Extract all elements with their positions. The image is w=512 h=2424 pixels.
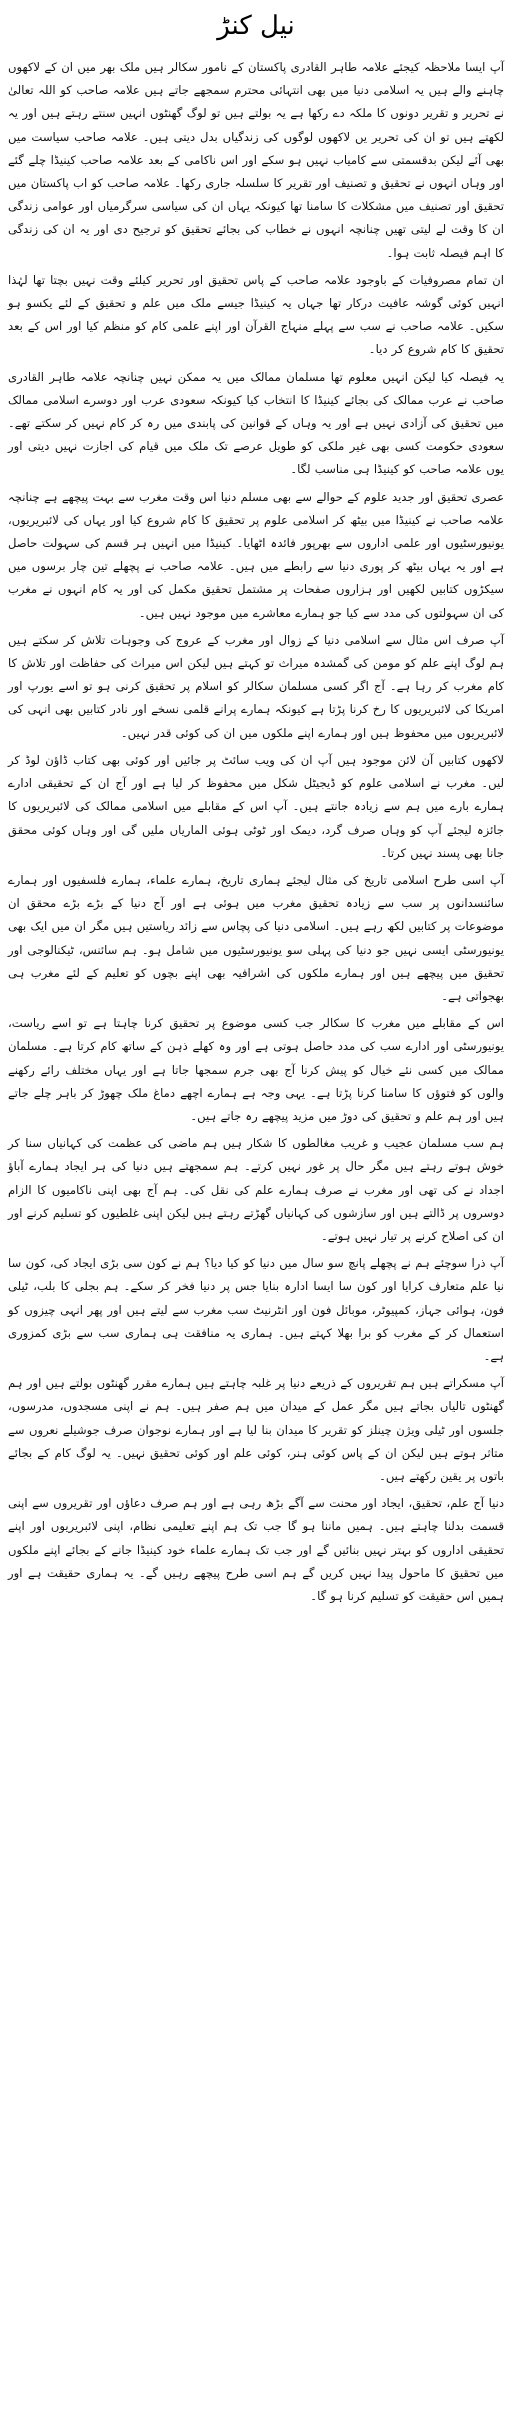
column-body	[8, 56, 504, 1608]
paragraph: آپ ایسا ملاحظہ کیجئے علامہ طاہر القادری پاکستان کے نامور سکالر ہیں ملک بھر میں ان کے لاکھوں چاہنے والے ہیں یہ اسلامی دنیا میں بھی انتہائی محترم سمجھے جاتے ہیں علامہ صاحب کو اللہ تعالیٰ نے تحریر و تقریر دونوں کا ملکہ دے رکھا ہے یہ بولتے ہیں تو لوگ گھنٹوں انہیں سنتے رہتے ہیں اور یہ لکھتے ہیں تو ان کی تحریر یں لاکھوں لوگوں کی زندگیاں بدل دیتی ہیں۔ علامہ صاحب سیاست میں بھی آئے لیکن بدقسمتی سے کامیاب نہیں ہو سکے اور اس ناکامی کے بعد علامہ صاحب کینیڈا چلے گئے اور وہاں انہوں نے تحقیق و تصنیف اور تقریر کا سلسلہ جاری رکھا۔ علامہ صاحب کو اب پاکستان میں تحقیق اور تصنیف میں مشکلات کا سامنا تھا کیونکہ یہاں ان کی سیاسی سرگرمیاں اور عوامی زندگی ان کا وقت لے لیتی تھیں چنانچہ انہوں نے خطاب کی بجائے تحقیق کو ترجیح دی اور یہ ان کی زندگی کا اہم فیصلہ ثابت ہوا۔	[8, 60, 504, 260]
paragraph: آپ اسی طرح اسلامی تاریخ کی مثال لیجئے ہماری تاریخ، ہمارے علماء، ہمارے فلسفیوں اور ہمارے سائنسدانوں پر سب سے زیادہ تحقیق مغرب میں ہوئی ہے اور آج دنیا کے بڑے بڑے محقق ان موضوعات پر کتابیں لکھ رہے ہیں۔ اسلامی دنیا کی پچاس سے زائد ریاستیں ہیں مگر ان میں ایک بھی یونیورسٹی ایسی نہیں جو دنیا کی پہلی سو یونیورسٹیوں میں شامل ہو۔ ہم سائنس، ٹیکنالوجی اور تحقیق میں پیچھے ہیں اور ہمارے ملکوں کی اشرافیہ بھی اپنے بچوں کو تعلیم کے لئے مغرب ہی بھجواتی ہے۔	[8, 872, 504, 1003]
paragraph: آپ ذرا سوچئے ہم نے پچھلے پانچ سو سال میں دنیا کو کیا دیا؟ ہم نے کون سی بڑی ایجاد کی، کون سا نیا علم متعارف کرایا اور کون سا ایسا ادارہ بنایا جس پر دنیا فخر کر سکے۔ ہم بجلی کا بلب، ٹیلی فون، ہوائی جہاز، کمپیوٹر، موبائل فون اور انٹرنیٹ سب مغرب سے لیتے ہیں اور پھر انہی چیزوں کو استعمال کر کے مغرب کو برا بھلا کہتے ہیں۔ ہماری یہ منافقت ہی ہماری سب سے بڑی کمزوری ہے۔	[8, 1256, 504, 1363]
paragraph: آپ صرف اس مثال سے اسلامی دنیا کے زوال اور مغرب کے عروج کی وجوہات تلاش کر سکتے ہیں ہم لوگ اپنے علم کو مومن کی گمشدہ میراث تو کہتے ہیں لیکن اس میراث کی حفاظت اور تلاش کا کام مغرب کر رہا ہے۔ آج اگر کسی مسلمان سکالر کو اسلام پر تحقیق کرنی ہو تو اسے یورپ اور امریکا کی لائبریریوں کا رخ کرنا پڑتا ہے کیونکہ ہمارے پرانے قلمی نسخے اور نادر کتابیں بھی انہی کی لائبریریوں میں محفوظ ہیں اور ہمارے اپنے ملکوں میں ان کی کوئی قدر نہیں۔	[8, 632, 504, 740]
paragraph: اس کے مقابلے میں مغرب کا سکالر جب کسی موضوع پر تحقیق کرنا چاہتا ہے تو اسے ریاست، یونیورسٹی اور ادارے سب کی مدد حاصل ہوتی ہے اور وہ کھلے ذہن کے ساتھ کام کرتا ہے۔ مسلمان ممالک میں کسی نئے خیال کو پیش کرنا آج بھی جرم سمجھا جاتا ہے اور یہاں مختلف رائے رکھنے والوں کو فتوؤں کا سامنا کرنا پڑتا ہے۔ یہی وجہ ہے ہمارے اچھے دماغ ملک چھوڑ کر باہر چلے جاتے ہیں اور ہم علم و تحقیق کی دوڑ میں مزید پیچھے رہ جاتے ہیں۔	[8, 1016, 504, 1123]
column-headline: نیل کنڑ	[217, 11, 295, 41]
paragraph: آپ مسکراتے ہیں ہم تقریروں کے ذریعے دنیا پر غلبہ چاہتے ہیں ہمارے مقرر گھنٹوں بولتے ہیں اور ہم گھنٹوں تالیاں بجاتے ہیں مگر عمل کے میدان میں ہم صفر ہیں۔ ہم نے اپنی مسجدوں، مدرسوں، جلسوں اور ٹیلی ویژن چینلز کو تقریر کا میدان بنا لیا ہے اور ہمارے نوجوان صرف جوشیلے نعروں سے متاثر ہوتے ہیں لیکن ان کے پاس کوئی ہنر، کوئی علم اور کوئی تحقیق نہیں۔ یہ لوگ کام کے بجائے باتوں پر یقین رکھتے ہیں۔	[8, 1376, 504, 1483]
paragraph: عصری تحقیق اور جدید علوم کے حوالے سے بھی مسلم دنیا اس وقت مغرب سے بہت پیچھے ہے چنانچہ علامہ صاحب نے کینیڈا میں بیٹھ کر اسلامی علوم پر تحقیق کا کام شروع کیا اور یہاں کی لائبریریوں، یونیورسٹیوں اور علمی اداروں سے بھرپور فائدہ اٹھایا۔ کینیڈا میں انہیں ہر قسم کی سہولت حاصل ہے اور یہ یہاں بیٹھ کر پوری دنیا سے رابطے میں ہیں۔ علامہ صاحب نے پچھلے تین چار برسوں میں سیکڑوں کتابیں لکھیں اور ہزاروں صفحات پر مشتمل تحقیق مکمل کی اور یہ کام انہوں نے مغرب کی ان سہولتوں کی مدد سے کیا جو ہمارے معاشرے میں موجود نہیں ہیں۔	[8, 489, 504, 620]
paragraph: ان تمام مصروفیات کے باوجود علامہ صاحب کے پاس تحقیق اور تحریر کیلئے وقت نہیں بچتا تھا لہٰذا انہیں کوئی گوشہ عافیت درکار تھا جہاں یہ کینیڈا جیسے ملک میں علم و تحقیق کے لئے یکسو ہو سکیں۔ علامہ صاحب نے سب سے پہلے منہاج القرآن اور اپنے علمی کام کو منظم کیا اور اس کے بعد تحقیق کا کام شروع کر دیا۔	[8, 272, 504, 357]
paragraph: یہ فیصلہ کیا لیکن انہیں معلوم تھا مسلمان ممالک میں یہ ممکن نہیں چنانچہ علامہ طاہر القادری صاحب نے عرب ممالک کی بجائے کینیڈا کا انتخاب کیا کیونکہ سعودی عرب اور دوسرے اسلامی ممالک میں تحقیق کی آزادی نہیں ہے اور یہ وہاں کے قوانین کی پابندی میں رہ کر کام نہیں کر سکتے تھے۔ سعودی حکومت کسی بھی غیر ملکی کو طویل عرصے تک ملک میں قیام کی اجازت نہیں دیتی اور یوں علامہ صاحب کو کینیڈا ہی مناسب لگا۔	[8, 369, 504, 477]
paragraph: ہم سب مسلمان عجیب و غریب مغالطوں کا شکار ہیں ہم ماضی کی عظمت کی کہانیاں سنا کر خوش ہوتے رہتے ہیں مگر حال پر غور نہیں کرتے۔ ہم سمجھتے ہیں دنیا کی ہر ایجاد ہمارے آباؤ اجداد نے کی تھی اور مغرب نے صرف ہمارے علم کی نقل کی۔ ہم آج بھی اپنی ناکامیوں کا الزام دوسروں پر ڈالتے ہیں اور سازشوں کی کہانیاں گھڑتے رہتے ہیں لیکن اپنی غلطیوں کو تسلیم کرنے اور ان کی اصلاح کرنے پر تیار نہیں ہوتے۔	[8, 1136, 504, 1243]
paragraph: لاکھوں کتابیں آن لائن موجود ہیں آپ ان کی ویب سائٹ پر جائیں اور کوئی بھی کتاب ڈاؤن لوڈ کر لیں۔ مغرب نے اسلامی علوم کو ڈیجیٹل شکل میں محفوظ کر لیا ہے اور آج ان کے تحقیقی ادارے ہمارے بارے میں ہم سے زیادہ جانتے ہیں۔ آپ اس کے مقابلے میں اسلامی ممالک کی لائبریریوں کا جائزہ لیجئے آپ کو وہاں صرف گرد، دیمک اور ٹوٹی ہوئی الماریاں ملیں گی اور وہاں کوئی محقق جانا بھی پسند نہیں کرتا۔	[8, 752, 504, 860]
paragraph: دنیا آج علم، تحقیق، ایجاد اور محنت سے آگے بڑھ رہی ہے اور ہم صرف دعاؤں اور تقریروں سے اپنی قسمت بدلنا چاہتے ہیں۔ ہمیں ماننا ہو گا جب تک ہم اپنے تعلیمی نظام، اپنی لائبریریوں اور اپنے تحقیقی اداروں کو بہتر نہیں بنائیں گے اور جب تک ہمارے علماء خود کینیڈا جانے کے بجائے اپنے ملکوں میں تحقیق کا ماحول پیدا نہیں کریں گے ہم اسی طرح پیچھے رہیں گے۔ یہ ہماری حقیقت ہے اور ہمیں اس حقیقت کو تسلیم کرنا ہو گا۔	[8, 1496, 504, 1603]
